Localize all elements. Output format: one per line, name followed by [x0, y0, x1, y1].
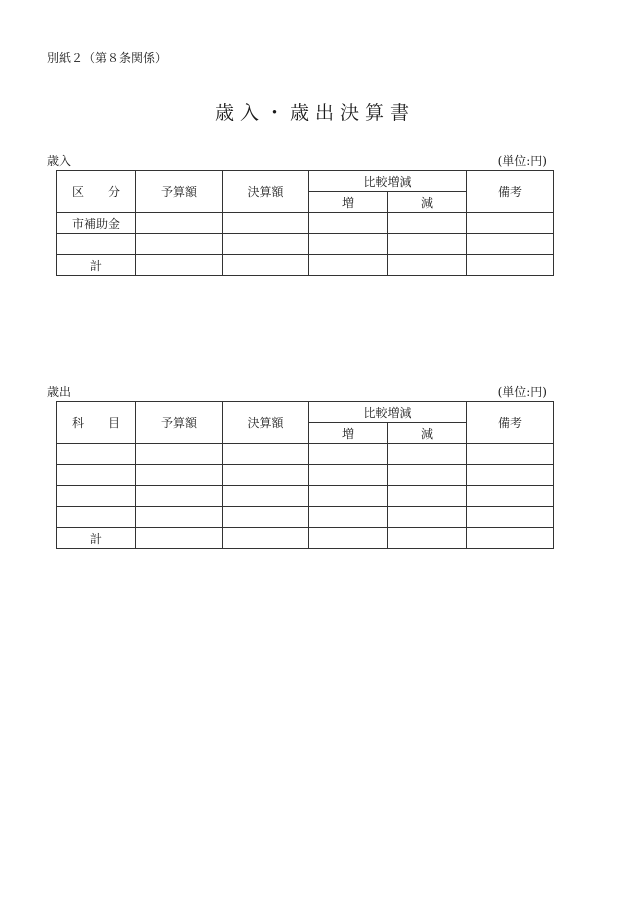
table-row [57, 213, 554, 234]
expenditure-cell-remarks [467, 444, 554, 465]
revenue-cell-increase [309, 213, 388, 234]
expenditure-cell-remarks [467, 486, 554, 507]
expenditure-cell-decrease [388, 465, 467, 486]
expenditure-cell-decrease [388, 486, 467, 507]
table-row [57, 444, 554, 465]
expenditure-header-comparison: 比較増減 [309, 402, 467, 423]
expenditure-cell-item [57, 465, 136, 486]
revenue-total-decrease [388, 255, 467, 276]
revenue-total-label: 計 [57, 255, 136, 276]
expenditure-cell-settlement [223, 507, 309, 528]
expenditure-header-increase: 増 [309, 423, 388, 444]
revenue-header-remarks: 備考 [467, 171, 554, 213]
expenditure-cell-increase [309, 486, 388, 507]
expenditure-label: 歳出 [47, 385, 72, 399]
revenue-table [56, 170, 554, 276]
expenditure-header-remarks: 備考 [467, 402, 554, 444]
expenditure-cell-remarks [467, 507, 554, 528]
expenditure-cell-remarks [467, 465, 554, 486]
revenue-cell-increase [309, 234, 388, 255]
expenditure-cell-decrease [388, 507, 467, 528]
revenue-cell-settlement [223, 213, 309, 234]
revenue-header-category: 区 分 [57, 171, 136, 213]
table-row [57, 486, 554, 507]
expenditure-header-decrease: 減 [388, 423, 467, 444]
expenditure-total-settlement [223, 528, 309, 549]
expenditure-cell-budget [136, 486, 223, 507]
form-reference: 別紙２（第８条関係） [47, 51, 168, 65]
revenue-header-row [57, 171, 554, 192]
revenue-total-remarks [467, 255, 554, 276]
revenue-total-settlement [223, 255, 309, 276]
expenditure-cell-settlement [223, 486, 309, 507]
revenue-header-comparison: 比較増減 [309, 171, 467, 192]
revenue-cell-decrease [388, 213, 467, 234]
revenue-cell-budget [136, 213, 223, 234]
expenditure-cell-budget [136, 444, 223, 465]
expenditure-header-budget: 予算額 [136, 402, 223, 444]
expenditure-header-settlement: 決算額 [223, 402, 309, 444]
revenue-header-settlement: 決算額 [223, 171, 309, 213]
revenue-cell-budget [136, 234, 223, 255]
expenditure-total-label: 計 [57, 528, 136, 549]
revenue-total-row [57, 255, 554, 276]
expenditure-cell-item [57, 507, 136, 528]
expenditure-total-budget [136, 528, 223, 549]
table-row [57, 465, 554, 486]
expenditure-total-row [57, 528, 554, 549]
expenditure-cell-decrease [388, 444, 467, 465]
revenue-header-increase: 増 [309, 192, 388, 213]
revenue-total-increase [309, 255, 388, 276]
expenditure-unit: (単位:円) [497, 385, 547, 399]
revenue-unit: (単位:円) [497, 154, 547, 168]
expenditure-header-item: 科 目 [57, 402, 136, 444]
expenditure-cell-budget [136, 465, 223, 486]
expenditure-total-increase [309, 528, 388, 549]
revenue-cell-decrease [388, 234, 467, 255]
revenue-header-decrease: 減 [388, 192, 467, 213]
expenditure-cell-budget [136, 507, 223, 528]
expenditure-table [56, 401, 554, 549]
expenditure-header-row [57, 402, 554, 423]
expenditure-cell-increase [309, 465, 388, 486]
expenditure-cell-settlement [223, 465, 309, 486]
revenue-cell-category: 市補助金 [57, 213, 136, 234]
revenue-cell-remarks [467, 234, 554, 255]
table-row [57, 507, 554, 528]
revenue-label: 歳入 [47, 154, 72, 168]
table-row [57, 234, 554, 255]
revenue-cell-remarks [467, 213, 554, 234]
document-title: 歳入・歳出決算書 [214, 102, 415, 124]
revenue-header-budget: 予算額 [136, 171, 223, 213]
expenditure-cell-increase [309, 444, 388, 465]
expenditure-cell-item [57, 486, 136, 507]
expenditure-cell-settlement [223, 444, 309, 465]
revenue-cell-category [57, 234, 136, 255]
expenditure-total-decrease [388, 528, 467, 549]
revenue-total-budget [136, 255, 223, 276]
revenue-cell-settlement [223, 234, 309, 255]
expenditure-total-remarks [467, 528, 554, 549]
expenditure-cell-item [57, 444, 136, 465]
expenditure-cell-increase [309, 507, 388, 528]
